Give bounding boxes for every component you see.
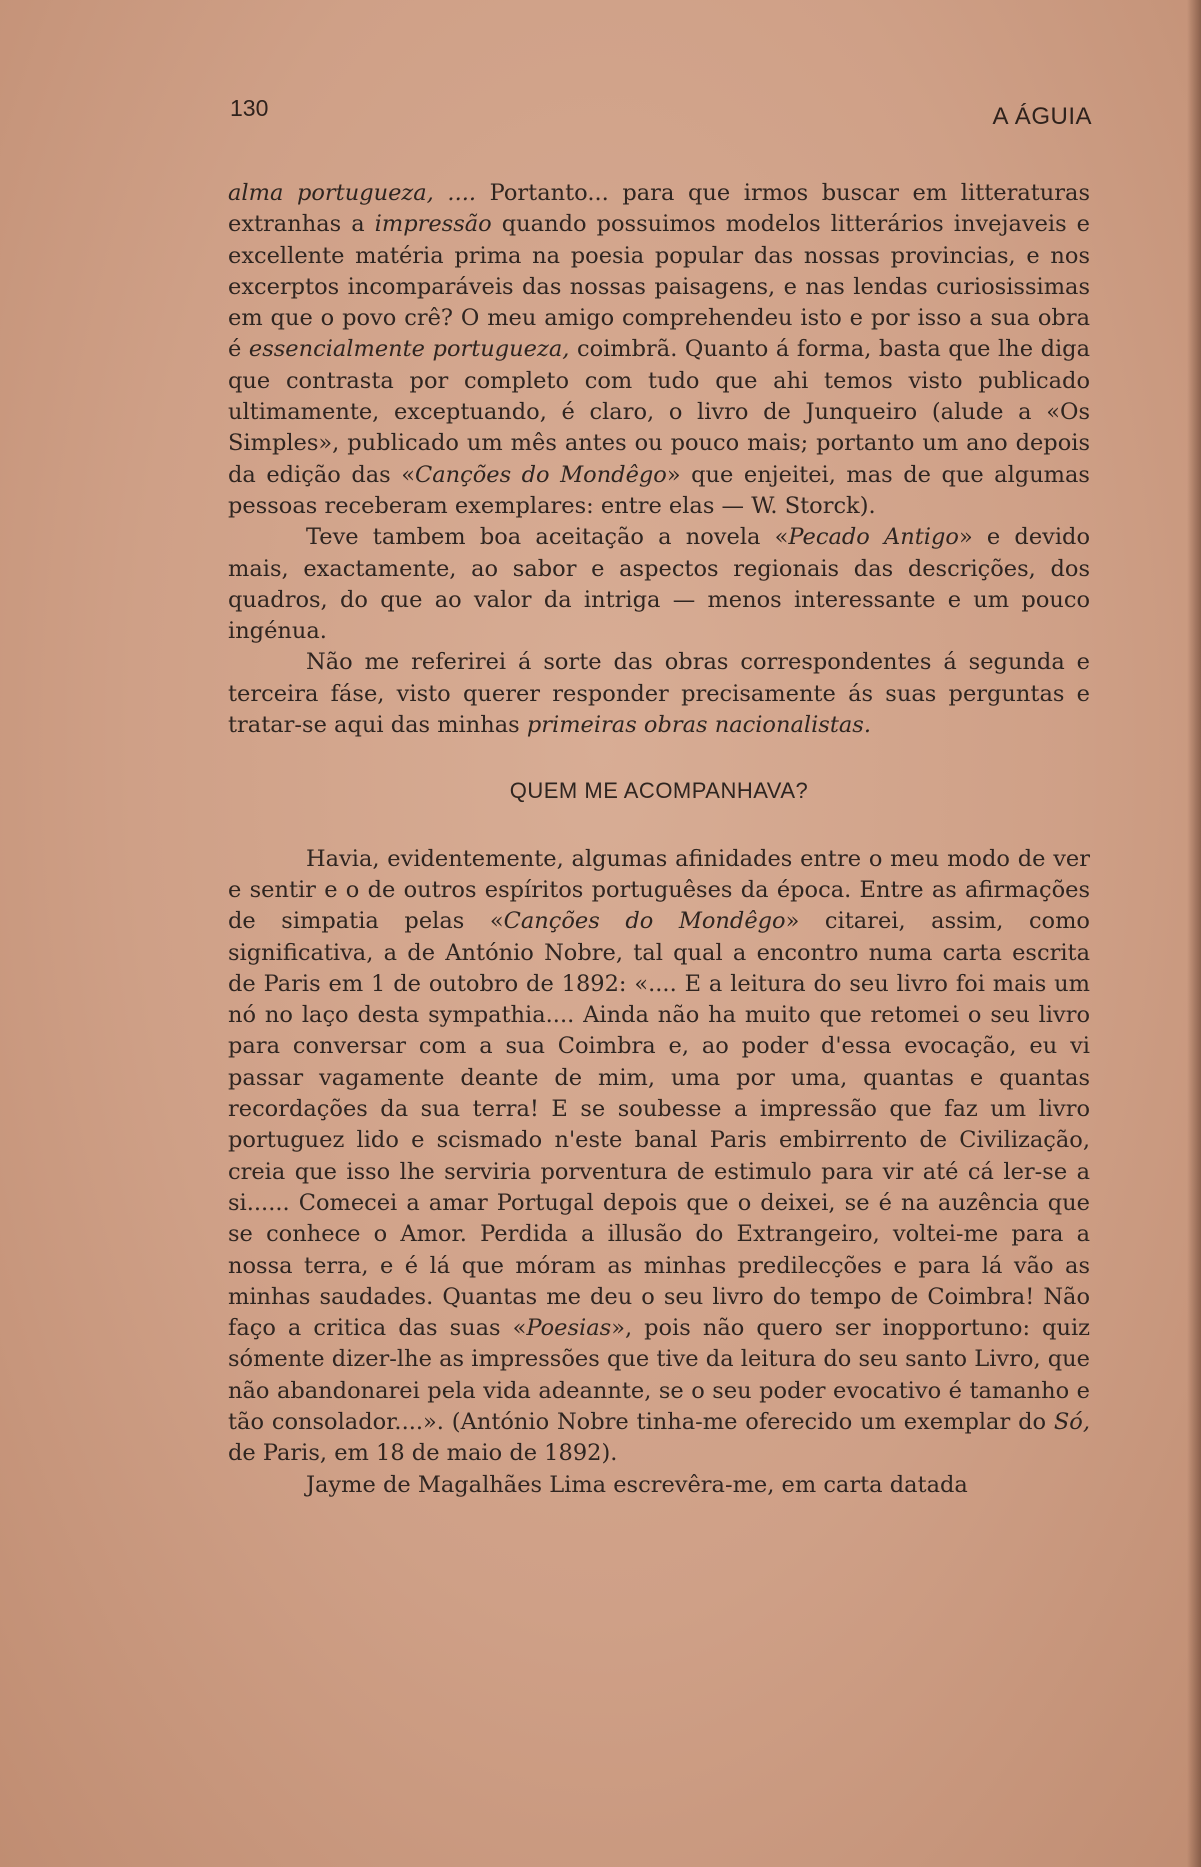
text-span: Não me referirei á sorte das obras correspondentes á segunda e terceira fáse, visto querer responder precisamente ás suas perguntas e tratar-se aqui das minhas (228, 649, 1090, 739)
running-title: A ÁGUIA (992, 103, 1092, 130)
text-span: Portanto... para que irmos buscar em litteraturas extranhas a (228, 180, 1091, 238)
italic-span: essencialmente portugueza, (248, 336, 570, 363)
italic-span: Poesias (526, 1315, 612, 1342)
paragraph-3 (228, 647, 1090, 741)
text-span: Teve tambem boa aceitação a novela « (306, 524, 789, 551)
paragraph-2 (228, 522, 1090, 647)
text-span: » e devido mais, exactamente, ao sabor e aspectos regionais das descrições, dos quadros, do que ao valor da intriga — menos interessante e um pouco ingénua. (228, 524, 1091, 645)
text-span: quando possuimos modelos litterários invejaveis e excellente matéria prima na poesia popular das nossas provincias, e nos excerptos incomparáveis das nossas paisagens, e nas lendas curiosissimas em que o povo crê? O meu amigo comprehendeu isto e por isso a sua obra é (228, 211, 1090, 363)
text-span: coimbrã. Quanto á forma, basta que lhe diga que contrasta por completo com tudo que ahi temos visto publicado ultimamente, exceptuando, é claro, o livro de Junqueiro (alude a «Os Simples», publicado um mês antes ou pouco mais; portanto um ano depois da edição das « (228, 336, 1091, 488)
page-number: 130 (230, 95, 269, 121)
italic-span: Canções do Mondêgo (503, 908, 786, 935)
text-span: » que enjeitei, mas de que algumas pessoas receberam exemplares: entre elas — W. Storck). (228, 461, 1090, 519)
paragraph-5 (228, 1470, 1090, 1501)
text-span: » citarei, assim, como significativa, a de António Nobre, tal qual a encontro numa carta escrita de Paris em 1 de outobro de 1892: «.... E a leitura do seu livro foi mais um nó no laço desta sympathia.... Ainda não ha muito que retomei o seu livro para conversar com a sua Coimbra e, ao poder d'essa evocação, eu vi passar vagamente deante de mim, uma por uma, quantas e quantas recordações da sua terra! E se soubesse a impressão que faz um livro portuguez lido e scismado n'este banal Paris embirrento de Civilização, creia que isso lhe serviria porventura de estimulo para vir até cá ler-se a si...... Comecei a amar Portugal depois que o deixei, se é na auzência que se conhece o Amor. Perdida a illusão do Extrangeiro, voltei-me para a nossa terra, e é lá que móram as minhas predilecções e para lá vão as minhas saudades. Quantas me deu o seu livro do tempo de Coimbra! Não faço a critica das suas « (228, 908, 1090, 1342)
section-heading: QUEM ME ACOMPANHAVA? (509, 778, 809, 804)
body-text (228, 178, 1090, 1501)
text-span: », pois não quero ser inopportuno: quiz sómente dizer-lhe as impressões que tive da leitura do seu santo Livro, que não abandonarei pela vida adeannte, se o seu poder evocativo é tamanho e tão consolador....». (António Nobre tinha-me oferecido um exemplar do (228, 1315, 1090, 1435)
page-header (230, 95, 1092, 135)
text-span: Havia, evidentemente, algumas afinidades entre o meu modo de ver e sentir e o de outros espíritos portuguêses da época. Entre as afirmações de simpatia pelas « (228, 845, 1090, 935)
italic-span: Pecado Antigo (788, 524, 959, 551)
page-edge-shadow (1187, 0, 1201, 1867)
italic-span: impressão (374, 211, 492, 238)
italic-span: Canções do Mondêgo (414, 461, 667, 488)
italic-span: primeiras obras nacionalistas. (526, 712, 871, 739)
italic-span: Só, (1053, 1408, 1090, 1435)
italic-span: alma portugueza, .... (228, 180, 477, 206)
paragraph-1 (228, 178, 1090, 522)
text-span: Jayme de Magalhães Lima escrevêra-me, em carta datada (306, 1471, 968, 1498)
paragraph-4 (228, 844, 1090, 1470)
text-span: de Paris, em 18 de maio de 1892). (228, 1440, 618, 1467)
